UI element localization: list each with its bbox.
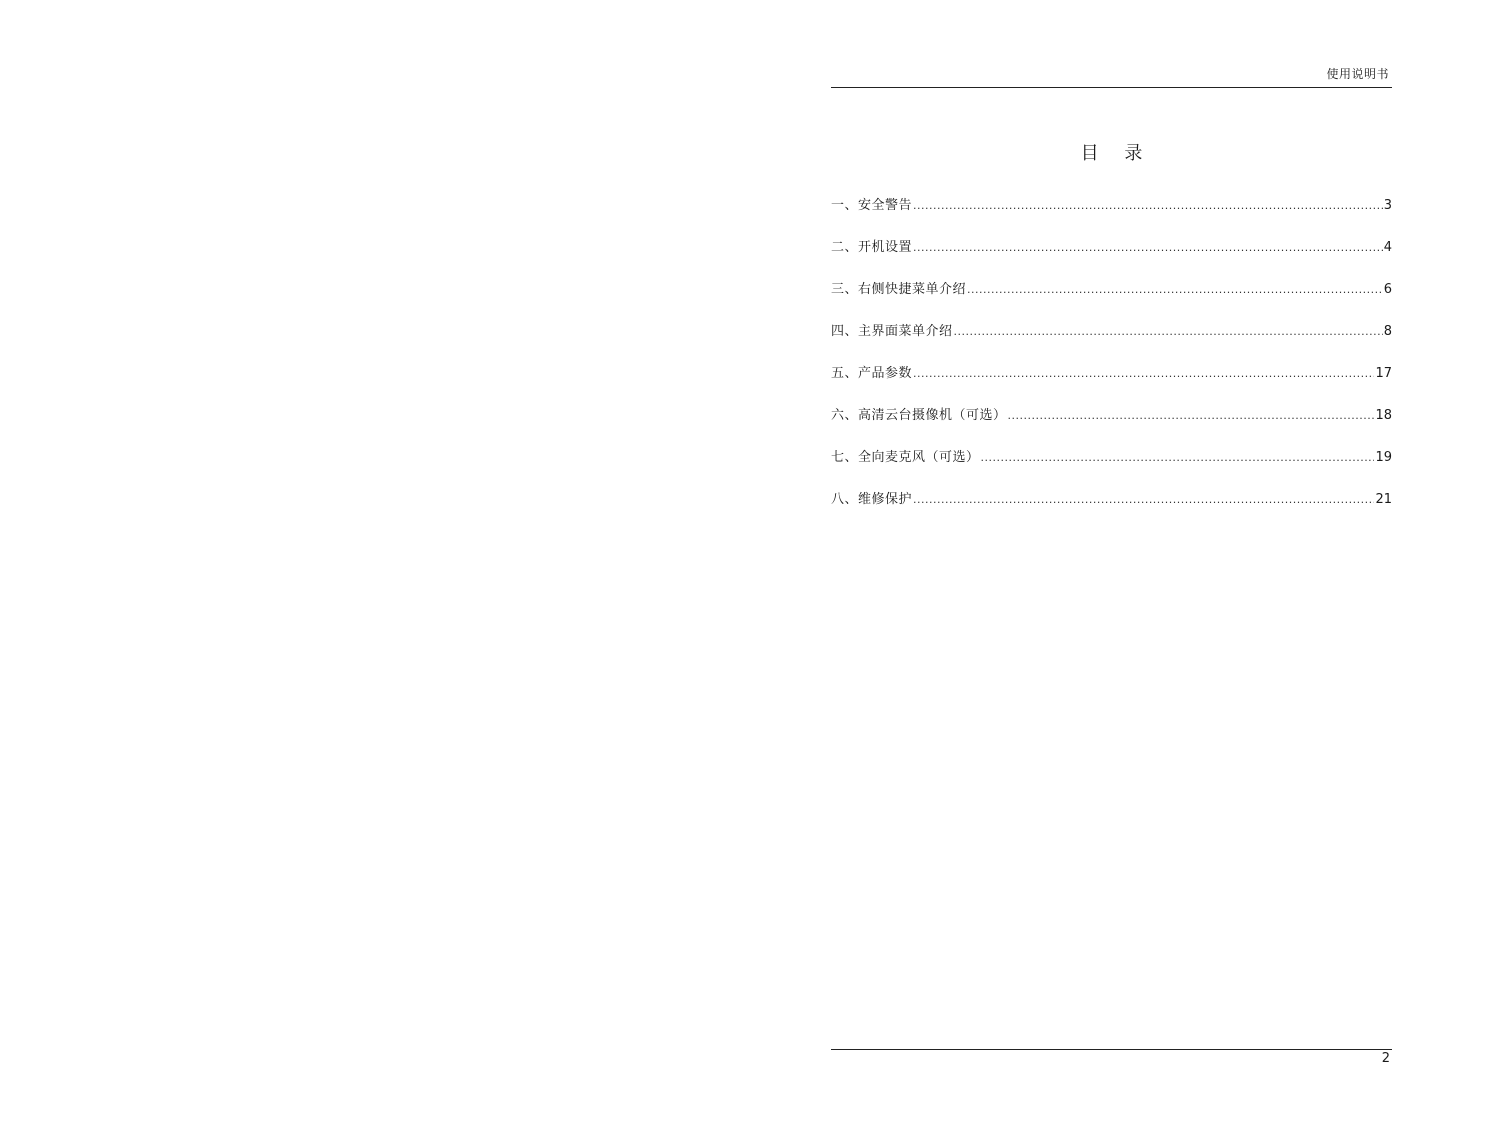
toc-page: [831, 0, 1392, 1133]
toc-entry-label: 四、主界面菜单介绍: [831, 324, 953, 339]
toc-entry-page: 6: [1383, 282, 1392, 297]
toc-entry-camera[interactable]: [831, 406, 1392, 448]
toc-leader-dots: [913, 490, 1374, 510]
toc-entry-label: 六、高清云台摄像机（可选）: [831, 408, 1007, 423]
toc-title: 目 录: [1080, 143, 1153, 164]
toc-entry-page: 18: [1375, 408, 1392, 423]
toc-entry-label: 八、维修保护: [831, 492, 913, 507]
header-divider: [831, 87, 1392, 88]
toc-entry-label: 二、开机设置: [831, 240, 913, 255]
toc-entry-specs[interactable]: [831, 364, 1392, 406]
toc-entry-microphone[interactable]: [831, 448, 1392, 490]
running-header: 使用说明书: [1326, 67, 1389, 81]
toc-leader-dots: [954, 322, 1383, 342]
toc-entry-page: 21: [1375, 492, 1392, 507]
footer-divider: [831, 1049, 1392, 1050]
toc-leader-dots: [1008, 406, 1375, 426]
toc-leader-dots: [913, 196, 1383, 216]
toc-entry-label: 五、产品参数: [831, 366, 913, 381]
page-number: 2: [1381, 1051, 1390, 1066]
toc-entry-safety[interactable]: [831, 196, 1392, 238]
toc-entry-page: 19: [1375, 450, 1392, 465]
toc-entry-quick-menu[interactable]: [831, 280, 1392, 322]
toc-entry-page: 8: [1383, 324, 1392, 339]
toc-entry-startup[interactable]: [831, 238, 1392, 280]
toc-entry-label: 一、安全警告: [831, 198, 913, 213]
toc-entry-label: 七、全向麦克风（可选）: [831, 450, 980, 465]
toc-entry-label: 三、右侧快捷菜单介绍: [831, 282, 967, 297]
toc-entry-main-menu[interactable]: [831, 322, 1392, 364]
toc-leader-dots: [913, 238, 1383, 258]
toc-entry-page: 4: [1383, 240, 1392, 255]
toc-leader-dots: [967, 280, 1383, 300]
toc-list: [831, 196, 1392, 532]
toc-entry-maintenance[interactable]: [831, 490, 1392, 532]
toc-leader-dots: [913, 364, 1374, 384]
toc-entry-page: 3: [1383, 198, 1392, 213]
toc-leader-dots: [981, 448, 1375, 468]
toc-entry-page: 17: [1375, 366, 1392, 381]
